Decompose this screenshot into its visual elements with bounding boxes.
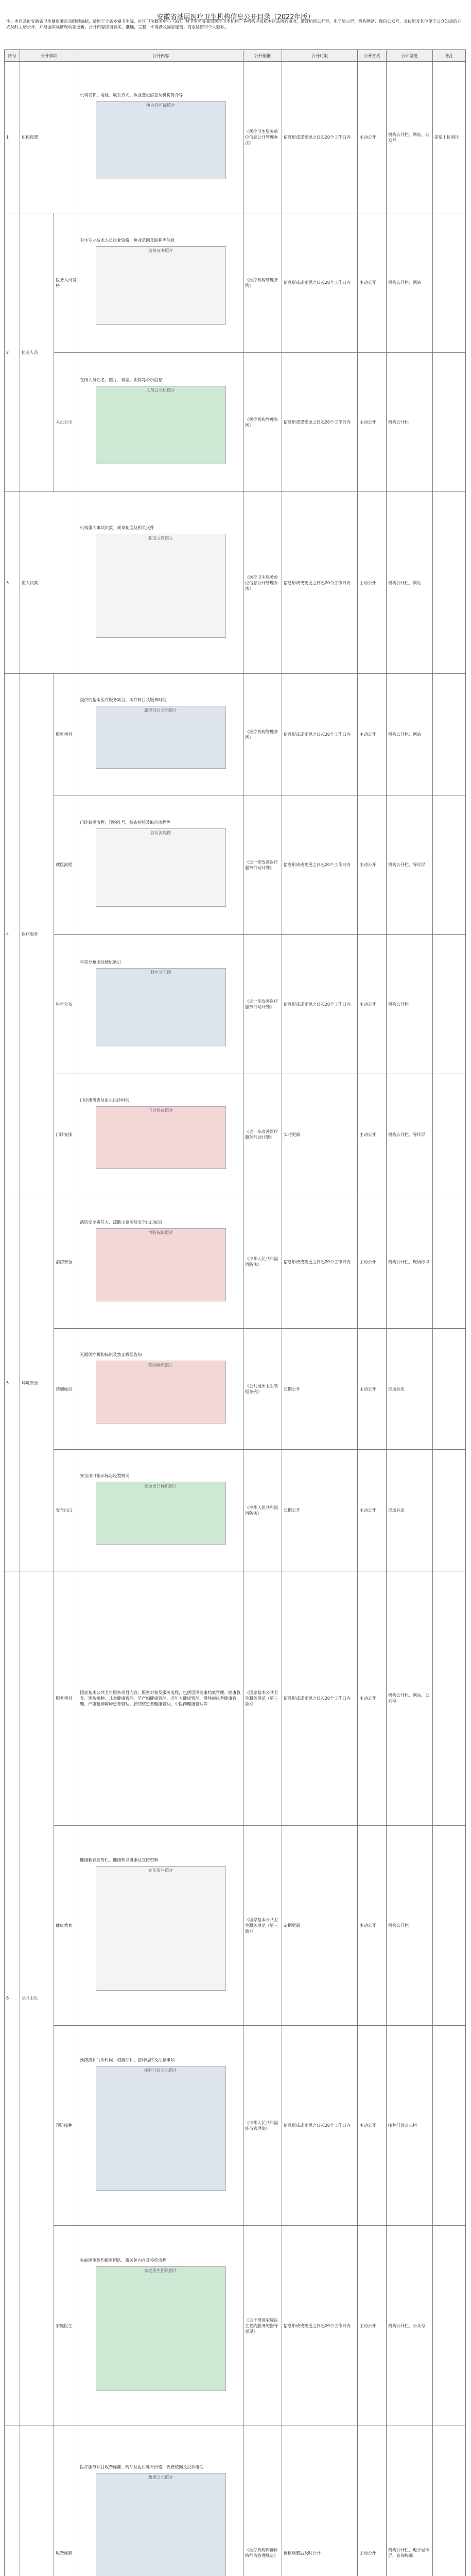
row-basis: 《医疗机构管理条例》 (243, 352, 282, 492)
row-method: 主动公开 (358, 2226, 387, 2426)
row-method: 主动公开 (358, 492, 387, 674)
table-row (5, 62, 466, 213)
row-sub: 门诊安排 (54, 1074, 78, 1195)
row-method: 主动公开 (358, 935, 387, 1074)
row-time: 信息形成或变更之日起20个工作日内 (282, 2226, 358, 2426)
row-basis: 《进一步改善医疗服务行动计划》 (243, 935, 282, 1074)
row-content: 家庭医生签约服务团队、服务包内容及签约流程 (80, 2258, 167, 2263)
row-sub: 安全出口 (54, 1450, 78, 1571)
row-basis: 《国家基本公共卫生服务规范（第三版）》 (243, 1825, 282, 2025)
header-no: 序号 (5, 50, 20, 62)
row-time: 信息形成或变更之日起20个工作日内 (282, 1195, 358, 1329)
row-channel: 接种门诊公示栏 (386, 2026, 432, 2226)
row-basis: 《医疗卫生服务单位信息公开管理办法》 (243, 62, 282, 213)
table-row (5, 1571, 466, 1825)
health-doc-photo: 宣传资料照片 (96, 1866, 226, 1991)
row-channel: 现场标识 (386, 1329, 432, 1450)
table-row (5, 2026, 466, 2226)
row-content: 在岗人员姓名、照片、科室、职称等公示信息 (80, 378, 163, 383)
row-sub: 医务人员资格 (54, 213, 78, 353)
row-channel: 机构公开栏、网站、公众号 (386, 1571, 432, 1825)
row-sub: 服务项目 (54, 1571, 78, 1825)
row-method: 主动公开 (358, 1329, 387, 1450)
fire-sign-photo: 消防标识照片 (96, 1228, 226, 1301)
row-no (5, 2426, 20, 2576)
row-time: 信息形成或变更之日起20个工作日内 (282, 674, 358, 795)
row-time: 长期公开 (282, 1450, 358, 1571)
table-row (5, 935, 466, 1074)
row-note (432, 1825, 465, 2025)
row-content: 消防安全责任人、疏散示意图及安全出口标识 (80, 1219, 163, 1225)
row-content: 安全出口指示标志设置情况 (80, 1473, 130, 1479)
staff-cert-photo: 资格证书照片 (96, 246, 226, 325)
row-content: 门诊就医流程、预约挂号、检查检验及取药流程等 (80, 820, 171, 825)
decision-photo: 制度文件照片 (96, 534, 226, 638)
row-basis: 《中华人民共和国疫苗管理法》 (243, 2026, 282, 2226)
row-content: 提供的基本医疗服务项目、诊疗科目及服务时间 (80, 698, 167, 703)
row-channel: 机构公开栏、网站 (386, 492, 432, 674)
disclosure-table (4, 49, 466, 2576)
table-row (5, 795, 466, 935)
service-photo: 服务项目公示照片 (96, 706, 226, 769)
intro-note: 注：本目录由安徽省卫生健康委员会组织编制，适用于全省乡镇卫生院、社区卫生服务中心（站）、村卫生室等基层医疗卫生机构。各机构应按照本目录所列事项，通过机构公开栏、电子显示屏、机构网站、微信公众号、宣传册及其他便于公众知晓的方式及时主动公开，并根据实际情况动态更新。公开内容应当真实、准确、完整，不得涉及国家秘密、商业秘密和个人隐私。 (6, 19, 461, 29)
row-time: 信息形成或变更之日起20个工作日内 (282, 62, 358, 213)
row-time: 定期更新 (282, 1825, 358, 2025)
row-basis: 《医疗卫生服务单位信息公开管理办法》 (243, 492, 282, 674)
row-channel: 机构公开栏、现场标识 (386, 1195, 432, 1329)
row-content: 国家基本公共卫生服务项目内容、服务对象及服务流程，包括居民健康档案管理、健康教育、预防接种、儿童健康管理、孕产妇健康管理、老年人健康管理、慢性病患者健康管理、严重精神障碍患者管理、肺结核患者健康管理、中医药健康管理等 (80, 1690, 241, 1706)
row-method: 主动公开 (358, 674, 387, 795)
row-note (432, 1074, 465, 1195)
row-sub: 收费标准 (54, 2426, 78, 2576)
row-content: 健康教育宣传栏、健康知识讲座及宣传资料 (80, 1858, 159, 1863)
row-item: 重大决策 (20, 492, 78, 674)
row-sub: 科室分布 (54, 935, 78, 1074)
row-content: 机构重大事项决策、规章制度及相关文件 (80, 525, 154, 530)
row-channel: 机构公开栏、导诊屏 (386, 1074, 432, 1195)
row-time: 信息形成或变更之日起20个工作日内 (282, 352, 358, 492)
table-row (5, 352, 466, 492)
row-time: 信息形成或变更之日起20个工作日内 (282, 935, 358, 1074)
row-note (432, 492, 465, 674)
row-sub: 预防接种 (54, 2026, 78, 2226)
row-channel: 现场标识 (386, 1450, 432, 1571)
row-method: 主动公开 (358, 1195, 387, 1329)
row-item: 执业人员 (20, 213, 54, 492)
row-basis: 《中华人民共和国消防法》 (243, 1450, 282, 1571)
row-basis: 《关于推进家庭医生签约服务的指导意见》 (243, 2226, 282, 2426)
staff-board-photo: 人员公示栏照片 (96, 386, 226, 464)
row-sub: 服务项目 (54, 674, 78, 795)
row-content: 无烟医疗机构标识及禁止吸烟告知 (80, 1352, 142, 1357)
row-basis: 《医疗机构管理条例》 (243, 674, 282, 795)
row-note (432, 2026, 465, 2226)
row-sub: 消防安全 (54, 1195, 78, 1329)
row-note (432, 1571, 465, 1825)
row-basis: 《医疗机构内部价格行为管理规定》 (243, 2426, 282, 2576)
row-no: 6 (5, 1571, 20, 2426)
row-note (432, 213, 465, 353)
row-no: 3 (5, 492, 20, 674)
row-method: 主动公开 (358, 2026, 387, 2226)
row-method: 主动公开 (358, 1825, 387, 2025)
row-time: 信息形成或变更之日起20个工作日内 (282, 213, 358, 353)
row-method: 主动公开 (358, 795, 387, 935)
row-note (432, 1450, 465, 1571)
row-time: 信息形成或变更之日起20个工作日内 (282, 1571, 358, 1825)
row-note (432, 2226, 465, 2426)
row-note (432, 352, 465, 492)
row-method: 主动公开 (358, 1450, 387, 1571)
row-time: 实时更新 (282, 1074, 358, 1195)
row-time: 信息形成或变更之日起20个工作日内 (282, 795, 358, 935)
table-row (5, 213, 466, 353)
license-photo: 执业许可证照片 (96, 101, 226, 179)
row-sub: 禁烟标识 (54, 1329, 78, 1450)
header-basis: 公开依据 (243, 50, 282, 62)
header-time: 公开时限 (282, 50, 358, 62)
row-content: 医疗服务项目收费标准、药品及医用耗材价格，收费依据及投诉电话 (80, 2464, 204, 2469)
row-channel: 机构公开栏、公众号 (386, 2226, 432, 2426)
row-item: 医疗服务 (20, 674, 54, 1195)
table-row (5, 1074, 466, 1195)
row-time: 价格调整后及时公开 (282, 2426, 358, 2576)
row-content: 门诊排班表及医生出诊时间 (80, 1097, 130, 1103)
no-smoking-photo: 禁烟标识照片 (96, 1361, 226, 1423)
row-sub: 就医流程 (54, 795, 78, 935)
table-row (5, 1825, 466, 2025)
schedule-photo: 门诊排班照片 (96, 1106, 226, 1169)
table-row (5, 492, 466, 674)
row-item: 环境安全 (20, 1195, 54, 1571)
family-doctor-photo: 家庭医生团队照片 (96, 2266, 226, 2391)
price-board-photo: 收费公示照片 (96, 2473, 226, 2576)
row-channel: 机构公开栏、电子显示屏、查询终端 (386, 2426, 432, 2576)
row-time: 信息形成或变更之日起20个工作日内 (282, 2026, 358, 2226)
table-header-row (5, 50, 466, 62)
row-method: 主动公开 (358, 213, 387, 353)
table-row (5, 1329, 466, 1450)
row-time: 长期公开 (282, 1329, 358, 1450)
row-sub: 人员公示 (54, 352, 78, 492)
row-note (432, 1195, 465, 1329)
row-item (20, 2426, 54, 2576)
row-method: 主动公开 (358, 62, 387, 213)
row-channel: 机构公开栏、导诊屏 (386, 795, 432, 935)
row-method: 主动公开 (358, 2426, 387, 2576)
header-method: 公开方式 (358, 50, 387, 62)
row-basis: 《国家基本公共卫生服务规范（第三版）》 (243, 1571, 282, 1825)
table-row (5, 674, 466, 795)
row-content: 机构名称、地址、联系方式、执业登记信息及机构简介等 (80, 93, 183, 98)
header-note: 备注 (432, 50, 465, 62)
row-note (432, 795, 465, 935)
row-channel: 机构公开栏 (386, 352, 432, 492)
row-channel: 机构公开栏 (386, 1825, 432, 2025)
row-no: 2 (5, 213, 20, 492)
row-method: 主动公开 (358, 1571, 387, 1825)
row-note (432, 2426, 465, 2576)
row-basis: 《公共场所卫生管理条例》 (243, 1329, 282, 1450)
row-sub: 健康教育 (54, 1825, 78, 2025)
vaccine-photo: 接种门诊公示照片 (96, 2066, 226, 2191)
row-no: 4 (5, 674, 20, 1195)
row-item: 机构设置 (20, 62, 78, 213)
page-title: 安徽省基层医疗卫生机构信息公开目录（2022年版） (156, 13, 315, 21)
table-row (5, 2226, 466, 2426)
row-no: 5 (5, 1195, 20, 1571)
row-method: 主动公开 (358, 352, 387, 492)
row-note (432, 935, 465, 1074)
row-sub: 家庭医生 (54, 2226, 78, 2426)
row-note: 需要上传照片 (432, 62, 465, 213)
table-row (5, 2426, 466, 2576)
row-content: 卫生专业技术人员执业资格、执业范围及职称等信息 (80, 238, 175, 243)
row-note (432, 674, 465, 795)
row-channel: 机构公开栏 (386, 935, 432, 1074)
row-channel: 机构公开栏、网站 (386, 213, 432, 353)
floor-map-photo: 科室分布图 (96, 968, 226, 1046)
row-content: 科室分布图及楼层索引 (80, 959, 121, 964)
exit-sign-photo: 安全出口标识照片 (96, 1482, 226, 1545)
row-basis: 《进一步改善医疗服务行动计划》 (243, 795, 282, 935)
row-note (432, 1329, 465, 1450)
header-content: 公开内容 (78, 50, 243, 62)
row-channel: 机构公开栏、网站 (386, 674, 432, 795)
header-channel: 公开渠道 (386, 50, 432, 62)
row-content: 预防接种门诊时间、疫苗品种、接种程序及注意事项 (80, 2058, 175, 2063)
row-time: 信息形成或变更之日起20个工作日内 (282, 492, 358, 674)
flow-chart-photo: 就医流程图 (96, 828, 226, 907)
row-basis: 《进一步改善医疗服务行动计划》 (243, 1074, 282, 1195)
table-row (5, 1450, 466, 1571)
row-basis: 《中华人民共和国消防法》 (243, 1195, 282, 1329)
row-channel: 机构公开栏、网站、公众号 (386, 62, 432, 213)
row-item: 公共卫生 (20, 1571, 54, 2426)
header-item: 公开事项 (20, 50, 78, 62)
row-basis: 《医疗机构管理条例》 (243, 213, 282, 353)
row-method: 主动公开 (358, 1074, 387, 1195)
row-no: 1 (5, 62, 20, 213)
table-row (5, 1195, 466, 1329)
